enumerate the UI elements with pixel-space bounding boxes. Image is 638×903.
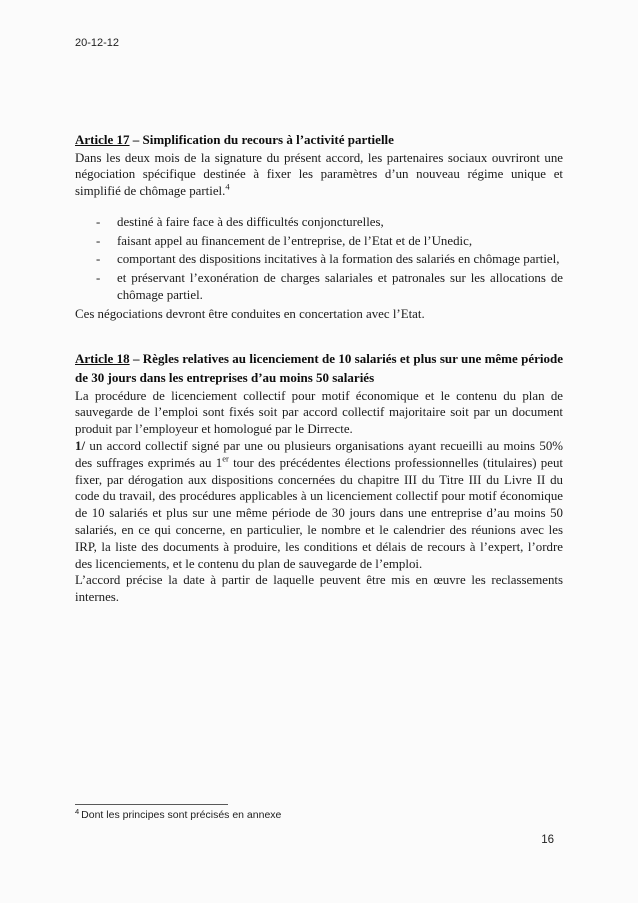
- bullet-text: et préservant l’exonération de charges salariales et patronales sur les allocations de chômage partiel.: [117, 271, 563, 303]
- article-18-paragraph-2-text-b: tour des précédentes élections professionnelles (titulaires) peut fixer, par dérogation aux dispositions concernées du chapitre III du Titre III du Livre II du code du travail, des procédures applicables à un licenciement collectif pour motif économique de 10 salariés et plus sur une même période de 30 jours dans une entreprise d’au moins 50 salariés, en ce qui concerne, en particulier, le nombre et le calendrier des réunions avec les IRP, la liste des documents à produire, les conditions et délais de recours à l’expert, l’ordre des licenciements, et le contenu du plan de sauvegarde de l’emploi.: [75, 455, 564, 571]
- list-item: [75, 251, 563, 268]
- article-18-heading-title: – Règles relatives au licenciement de 10 salariés et plus sur une même période de 30 jours dans les entreprises d’au moins 50 salariés: [75, 350, 563, 386]
- article-17-paragraph-2: Ces négociations devront être conduites en concertation avec l’Etat.: [75, 306, 425, 321]
- article-17-heading-ref: Article 17: [75, 132, 130, 147]
- ordinal-superscript: er: [222, 453, 229, 464]
- bullet-dash: -: [96, 271, 101, 286]
- article-17-paragraph-1-text: Dans les deux mois de la signature du présent accord, les partenaires sociaux ouvriront une négociation spécifique destinée à fixer les paramètres d’un nouveau régime unique et simplifié de chômage partiel.: [75, 150, 563, 199]
- bullet-text: destiné à faire face à des difficultés conjoncturelles,: [117, 214, 384, 229]
- footnote-content: Dont les principes sont précisés en annexe: [81, 809, 282, 821]
- bullet-dash: -: [96, 214, 101, 229]
- article-18-paragraph-2-text-a: un accord collectif signé par une ou plusieurs organisations ayant recueilli au moins 50% des suffrages exprimés au 1: [75, 439, 563, 470]
- date-header: 20-12-12: [75, 37, 120, 49]
- article-18-paragraph-3: L’accord précise la date à partir de laquelle peuvent être mis en œuvre les reclassements internes.: [75, 573, 563, 605]
- paragraph-number-lead: 1/: [75, 439, 86, 454]
- list-item: [75, 270, 563, 304]
- article-18-heading-ref: Article 18: [75, 350, 130, 366]
- article-17-bullet-list: [75, 214, 563, 304]
- bullet-text: comportant des dispositions incitatives à la formation des salariés en chômage partiel,: [117, 252, 560, 267]
- article-17-paragraph-1: [75, 150, 563, 200]
- bullet-dash: -: [96, 233, 101, 248]
- footnote-text: [75, 806, 563, 822]
- page-number: 16: [541, 834, 554, 846]
- footnote-marker: 4: [75, 806, 80, 816]
- footnote-reference-4: 4: [225, 181, 230, 192]
- article-17-heading-title: – Simplification du recours à l’activité partielle: [129, 132, 394, 147]
- footnote-separator-rule: [75, 804, 228, 805]
- footnote-section: [75, 804, 563, 822]
- bullet-text: faisant appel au financement de l’entreprise, de l’Etat et de l’Unedic,: [117, 233, 473, 248]
- article-18-paragraph-1: La procédure de licenciement collectif pour motif économique et le contenu du plan de sauvegarde de l’emploi sont fixés soit par accord collectif majoritaire soit par un document produit par l’employeur et homologué par le Dirrecte.: [75, 388, 563, 437]
- article-18-heading: [75, 349, 563, 388]
- article-18-paragraph-2: [75, 438, 563, 572]
- list-item: [75, 233, 563, 250]
- bullet-dash: -: [96, 252, 101, 267]
- list-item: [75, 214, 563, 231]
- article-17-heading: [75, 130, 563, 150]
